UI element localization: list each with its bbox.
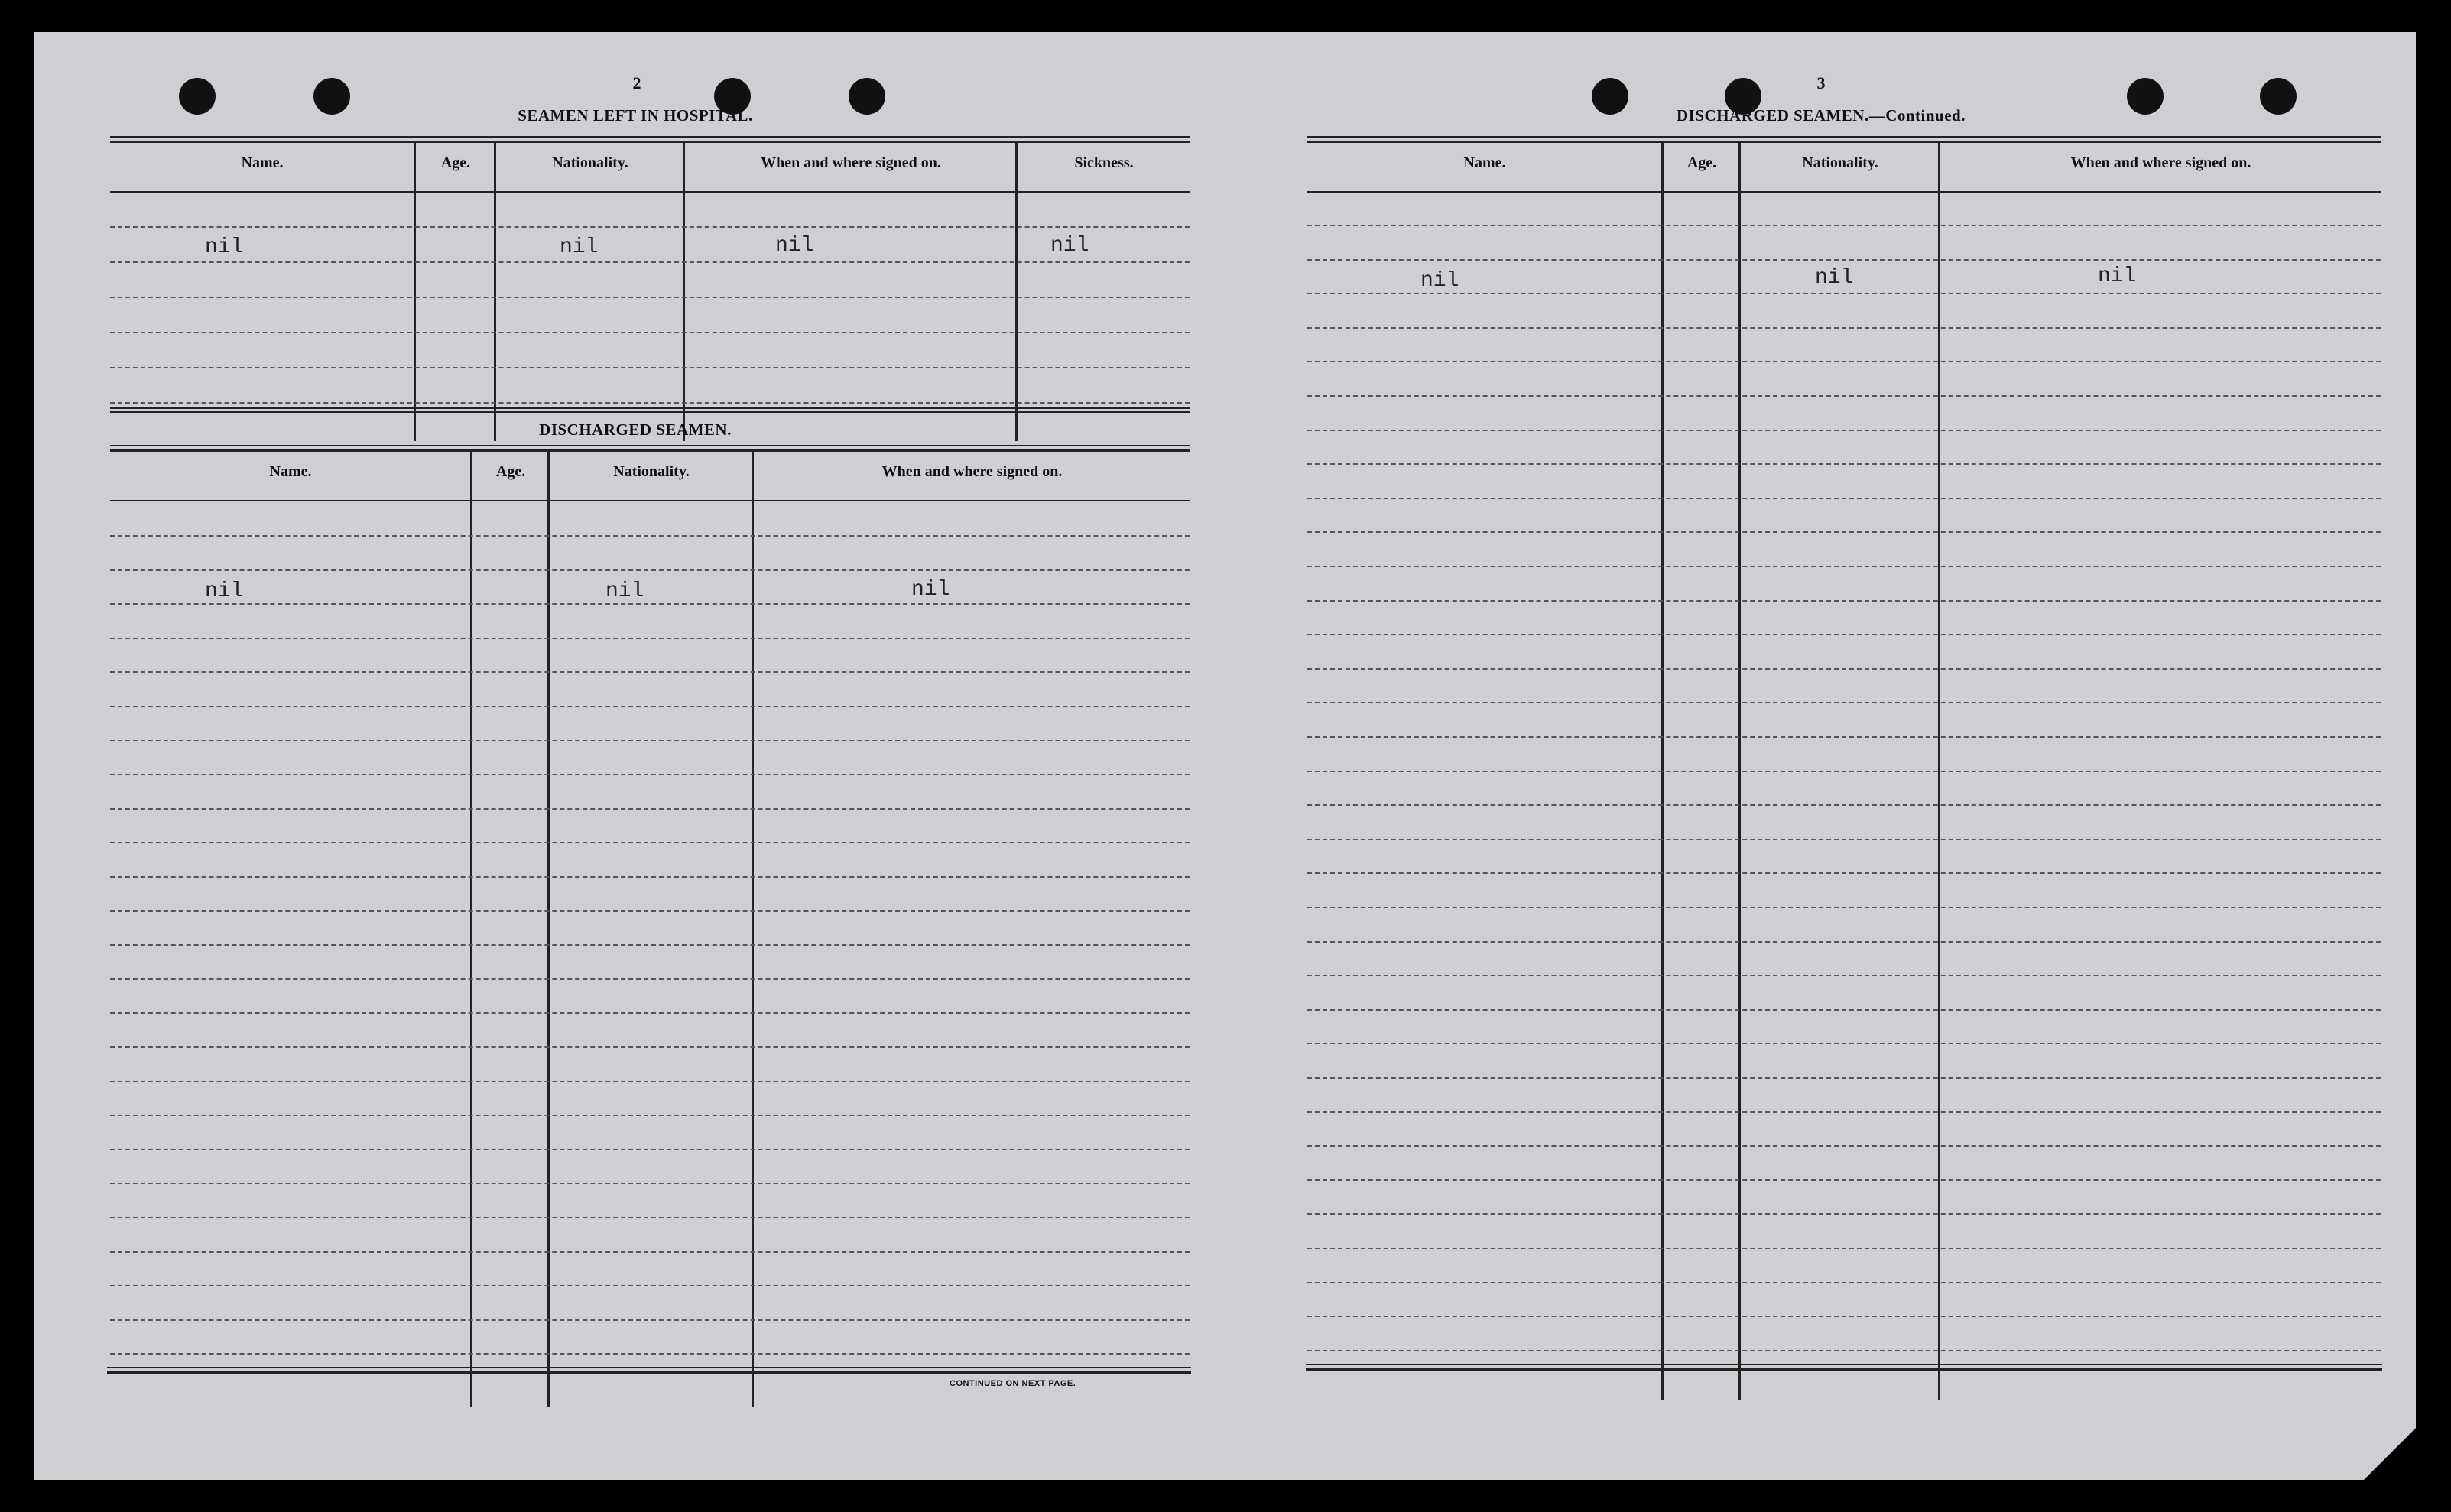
column-divider <box>683 143 685 441</box>
row-line <box>1307 1350 2381 1351</box>
row-line <box>1307 395 2381 397</box>
row-line <box>1307 1282 2381 1283</box>
rule <box>1306 1364 2382 1365</box>
row-line <box>1307 327 2381 329</box>
rule <box>1307 136 2381 138</box>
column-divider <box>494 143 496 441</box>
column-divider <box>414 143 416 441</box>
hospital-header-nationality: Nationality. <box>552 154 628 171</box>
rule <box>110 411 1190 413</box>
row-line <box>1307 1145 2381 1147</box>
continued-header-nationality: Nationality. <box>1802 154 1878 171</box>
row-line <box>110 1149 1190 1150</box>
punch-hole <box>2127 78 2164 115</box>
hospital-section-title: SEAMEN LEFT IN HOSPITAL. <box>518 106 753 125</box>
rule <box>1306 1368 2382 1371</box>
column-divider <box>1015 143 1018 441</box>
row-line <box>110 226 1190 228</box>
row-line <box>1307 736 2381 738</box>
discharged-section-title: DISCHARGED SEAMEN. <box>539 420 732 439</box>
row-line <box>1307 1077 2381 1079</box>
row-line <box>1307 1179 2381 1181</box>
row-line <box>110 842 1190 843</box>
rule <box>1307 141 2381 143</box>
row-line <box>110 1251 1190 1253</box>
row-line <box>1307 430 2381 431</box>
row-line <box>1307 1043 2381 1044</box>
discharged-name-value: nil <box>205 579 244 603</box>
row-line <box>1307 259 2381 261</box>
continued-name-value: nil <box>1420 269 1459 293</box>
row-line <box>110 774 1190 775</box>
row-line <box>1307 225 2381 226</box>
row-line <box>1307 531 2381 533</box>
rule <box>107 1367 1191 1368</box>
row-line <box>110 1012 1190 1014</box>
continued-header-age: Age. <box>1686 154 1717 171</box>
row-line <box>1307 1009 2381 1011</box>
row-line <box>1307 1248 2381 1249</box>
hospital-header-sickness: Sickness. <box>1074 154 1134 171</box>
row-line <box>1307 975 2381 976</box>
row-line <box>110 1115 1190 1116</box>
folded-corner <box>2364 1428 2416 1480</box>
row-line <box>110 638 1190 639</box>
row-line <box>1307 566 2381 567</box>
row-line <box>1307 668 2381 670</box>
row-line <box>1307 634 2381 635</box>
row-line <box>110 569 1190 571</box>
rule <box>110 136 1190 138</box>
row-line <box>1307 804 2381 806</box>
row-line <box>1307 771 2381 772</box>
discharged-signed-on-value: nil <box>911 578 950 602</box>
page-number-right: 3 <box>1816 73 1826 92</box>
punch-hole <box>2260 78 2297 115</box>
row-line <box>1307 463 2381 465</box>
row-line <box>110 603 1190 605</box>
punch-hole <box>179 78 216 115</box>
header-rule <box>1307 191 2381 193</box>
hospital-name-value: nil <box>205 235 244 259</box>
row-line <box>1307 702 2381 703</box>
continued-header-signed-on: When and where signed on. <box>2070 154 2251 171</box>
hospital-sickness-value: nil <box>1050 234 1089 258</box>
row-line <box>1307 361 2381 362</box>
hospital-header-age: Age. <box>440 154 471 171</box>
discharged-header-age: Age. <box>495 463 526 480</box>
row-line <box>1307 907 2381 908</box>
hospital-signed-on-value: nil <box>775 234 814 258</box>
discharged-header-name: Name. <box>269 463 312 480</box>
row-line <box>110 261 1190 263</box>
row-line <box>1307 839 2381 840</box>
hospital-header-name: Name. <box>241 154 284 171</box>
row-line <box>110 1353 1190 1355</box>
hospital-header-signed-on: When and where signed on. <box>761 154 941 171</box>
hospital-nationality-value: nil <box>560 235 599 259</box>
row-line <box>110 297 1190 298</box>
continued-footer: CONTINUED ON NEXT PAGE. <box>950 1379 1076 1388</box>
row-line <box>110 332 1190 333</box>
row-line <box>110 876 1190 878</box>
column-divider <box>547 452 550 1407</box>
discharged-header-nationality: Nationality. <box>613 463 690 480</box>
row-line <box>1307 600 2381 602</box>
row-line <box>1307 498 2381 499</box>
column-divider <box>752 452 754 1407</box>
row-line <box>1307 941 2381 943</box>
row-line <box>110 1081 1190 1082</box>
punch-hole <box>1592 78 1628 115</box>
row-line <box>110 978 1190 980</box>
row-line <box>110 1046 1190 1048</box>
row-line <box>110 944 1190 946</box>
row-line <box>110 1319 1190 1321</box>
row-line <box>110 706 1190 707</box>
continued-header-name: Name. <box>1463 154 1506 171</box>
continued-nationality-value: nil <box>1815 266 1854 290</box>
header-rule <box>110 500 1190 501</box>
row-line <box>110 671 1190 673</box>
row-line <box>110 910 1190 912</box>
column-divider <box>470 452 472 1407</box>
row-line <box>110 740 1190 741</box>
row-line <box>110 535 1190 537</box>
discharged-header-signed-on: When and where signed on. <box>881 463 1063 480</box>
page-number-left: 2 <box>632 73 641 92</box>
row-line <box>1307 1316 2381 1317</box>
row-line <box>110 1217 1190 1218</box>
discharged-continued-title: DISCHARGED SEAMEN.—Continued. <box>1677 106 1966 125</box>
header-rule <box>110 191 1190 193</box>
punch-hole <box>849 78 885 115</box>
row-line <box>1307 293 2381 294</box>
row-line <box>1307 872 2381 874</box>
rule <box>110 445 1190 446</box>
discharged-nationality-value: nil <box>605 579 644 603</box>
row-line <box>110 1285 1190 1286</box>
row-line <box>110 1183 1190 1184</box>
row-line <box>1307 1213 2381 1215</box>
row-line <box>110 402 1190 404</box>
rule <box>110 449 1190 452</box>
rule <box>107 1371 1191 1374</box>
row-line <box>110 367 1190 368</box>
row-line <box>1307 1111 2381 1113</box>
continued-signed-on-value: nil <box>2098 264 2137 288</box>
punch-hole <box>313 78 350 115</box>
document-sheet <box>34 32 2416 1480</box>
rule <box>110 141 1190 143</box>
rule <box>110 407 1190 409</box>
row-line <box>110 808 1190 810</box>
